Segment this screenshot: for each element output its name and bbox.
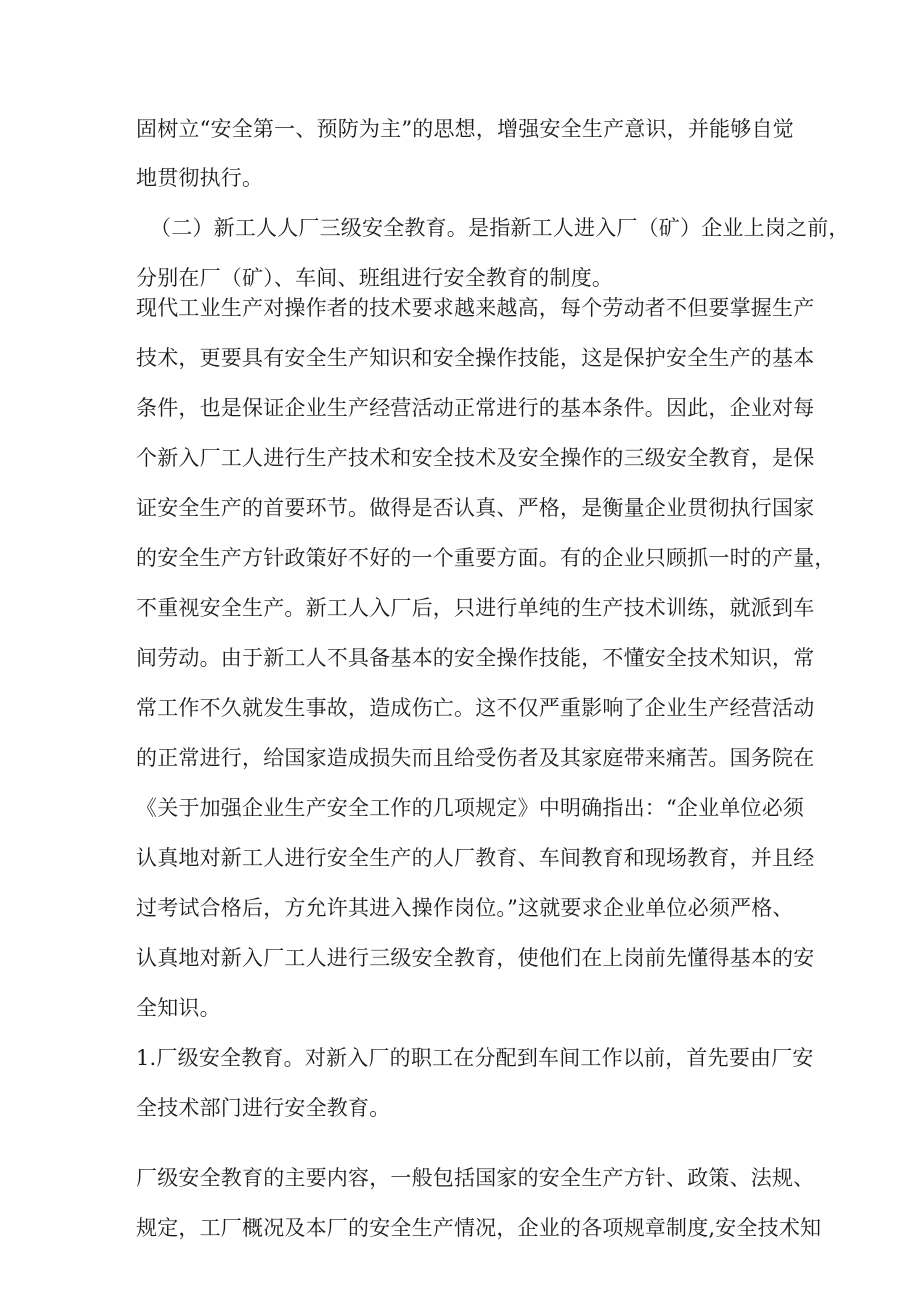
text-line: 全知识。: [136, 996, 221, 1020]
text-line: 的安全生产方针政策好不好的一个重要方面。有的企业只顾抓一时的产量，: [136, 546, 836, 570]
text-line: 1.厂级安全教育。对新入厂的职工在分配到车间工作以前，首先要由厂安: [136, 1046, 814, 1070]
text-line: 的正常进行，给国家造成损失而且给受伤者及其家庭带来痛苦。国务院在: [136, 746, 815, 770]
text-line: 分别在厂（矿）、车间、班组进行安全教育的制度。: [136, 266, 614, 290]
text-line: 全技术部门进行安全教育。: [136, 1096, 391, 1120]
text-line: 技术，更要具有安全生产知识和安全操作技能，这是保护安全生产的基本: [136, 346, 815, 370]
text-line: 厂级安全教育的主要内容，一般包括国家的安全生产方针、政策、法规、: [136, 1166, 815, 1190]
text-line: 《关于加强企业生产安全工作的几项规定》中明确指出：“企业单位必须: [136, 796, 805, 820]
text-line: 间劳动。由于新工人不具备基本的安全操作技能，不懂安全技术知识，常: [136, 646, 815, 670]
text-line: 常工作不久就发生事故，造成伤亡。这不仅严重影响了企业生产经营活动: [136, 696, 815, 720]
text-line: （二）新工人人厂三级安全教育。是指新工人进入厂（矿）企业上岗之前，: [150, 216, 850, 240]
text-line: 认真地对新入厂工人进行三级安全教育，使他们在上岗前先懂得基本的安: [136, 946, 815, 970]
text-line: 个新入厂工人进行生产技术和安全技术及安全操作的三级安全教育，是保: [136, 446, 815, 470]
text-line: 地贯彻执行。: [136, 166, 264, 190]
text-line: 条件，也是保证企业生产经营活动正常进行的基本条件。因此，企业对每: [136, 396, 815, 420]
text-line: 现代工业生产对操作者的技术要求越来越高，每个劳动者不但要掌握生产: [136, 296, 815, 320]
text-line: 不重视安全生产。新工人入厂后，只进行单纯的生产技术训练，就派到车: [136, 596, 815, 620]
text-line: 认真地对新工人进行安全生产的人厂教育、车间教育和现场教育，并且经: [136, 846, 815, 870]
text-line: 过考试合格后，方允许其进入操作岗位。”这就要求企业单位必须严格、: [136, 896, 794, 920]
text-line: 证安全生产的首要环节。做得是否认真、严格，是衡量企业贯彻执行国家: [136, 496, 815, 520]
text-line: 固树立“安全第一、预防为主”的思想，增强安全生产意识，并能够自觉: [136, 117, 794, 141]
text-line: 规定，工厂概况及本厂的安全生产情况，企业的各项规章制度,安全技术知: [136, 1216, 822, 1240]
